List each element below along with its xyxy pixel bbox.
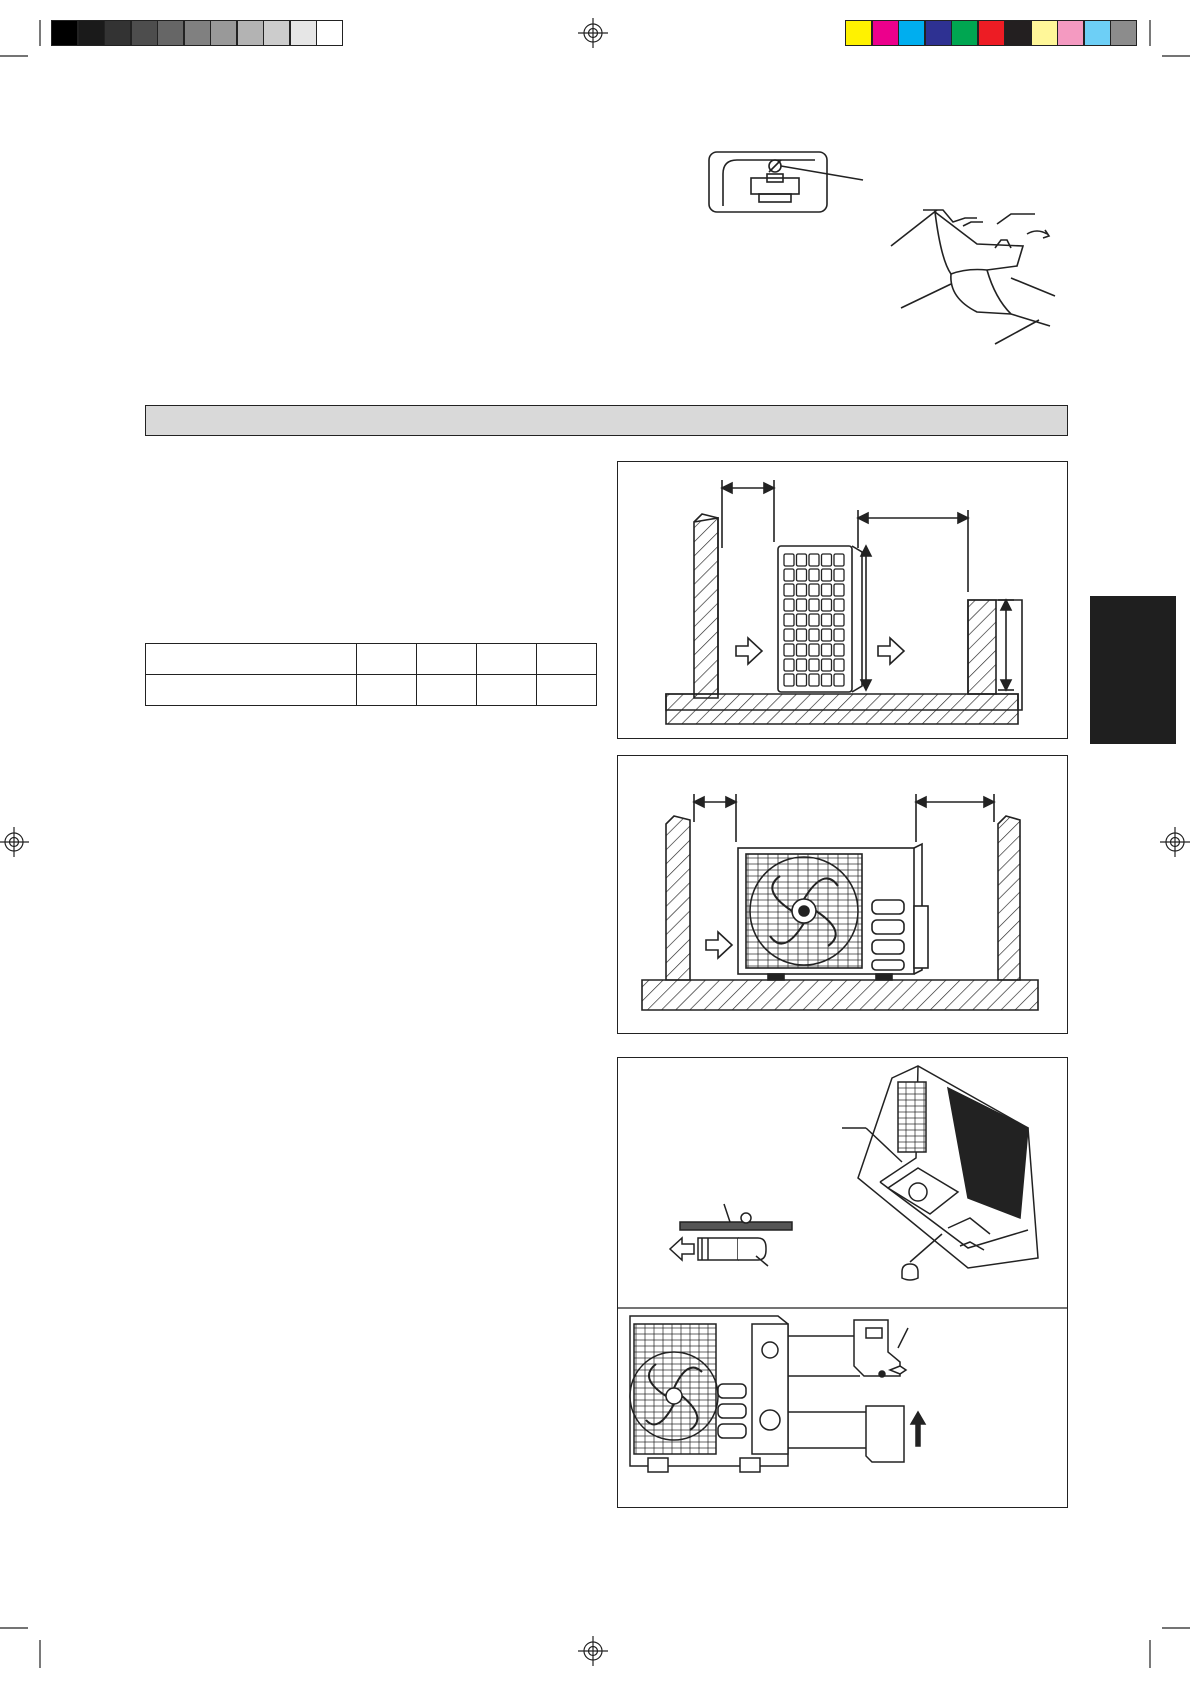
airflow-arrow-icon [706,932,732,958]
drain-direction-arrow-icon [670,1238,694,1260]
drain-and-cover-figure [617,1057,1068,1508]
grille-cell [809,554,819,566]
grille-cell [784,614,794,626]
grille-cell [784,644,794,656]
grille-cell [834,629,844,641]
grille-cell [784,584,794,596]
grille-cell [797,644,807,656]
grille-cell [809,584,819,596]
grille-cell [797,569,807,581]
grille-cell [834,614,844,626]
grille-cell [834,554,844,566]
grille-cell [822,614,832,626]
grille-cell [809,614,819,626]
grille-cell [784,674,794,686]
grille-cell [784,569,794,581]
valve-and-flare-illustration [705,148,1075,358]
grille-cell [822,644,832,656]
table-cell [477,675,537,706]
grille-cell [797,659,807,671]
grille-cell [809,659,819,671]
registration-mark-right [1160,827,1190,857]
grille-cell [809,674,819,686]
outdoor-unit-side-icon [618,462,1067,738]
grille-cell [809,569,819,581]
table-cell [477,644,537,675]
table-cell [417,675,477,706]
table-cell [537,675,597,706]
airflow-arrow-icon [878,638,904,664]
grille-cell [797,554,807,566]
grille-cell [834,674,844,686]
table-cell [357,644,417,675]
grille-cell [797,629,807,641]
grille-cell [784,554,794,566]
grille-cell [809,644,819,656]
table-cell [417,644,477,675]
grille-cell [784,629,794,641]
grille-cell [834,599,844,611]
clearance-spec-table [145,643,597,706]
grille-cell [809,629,819,641]
grille-cell [809,599,819,611]
section-header-bar [145,405,1068,436]
registration-mark-top [578,18,608,48]
grille-cell [822,659,832,671]
clearance-front-view-figure [617,755,1068,1034]
table-cell [357,675,417,706]
lift-direction-arrow-icon [911,1412,925,1446]
table-cell [537,644,597,675]
registration-mark-left [0,827,29,857]
grille-cell [822,599,832,611]
grille-cell [822,569,832,581]
clearance-side-view-figure [617,461,1068,739]
grille-cell [784,599,794,611]
table-cell [146,675,357,706]
grille-cell [822,554,832,566]
registration-mark-bottom [578,1636,608,1666]
outdoor-unit-front-icon [618,756,1067,1033]
grille-cell [822,674,832,686]
table-row [146,644,597,675]
table-cell [146,644,357,675]
grille-cell [797,674,807,686]
grille-cell [834,569,844,581]
grille-cell [834,659,844,671]
grille-cell [797,614,807,626]
table-row [146,675,597,706]
grille-cell [797,584,807,596]
grille-cell [784,659,794,671]
service-cover-icon [630,1316,925,1472]
grille-cell [834,644,844,656]
grille-cell [822,629,832,641]
grille-cell [822,584,832,596]
grille-cell [797,599,807,611]
side-tab [1090,596,1176,744]
drain-plug-icon [618,1058,1067,1507]
airflow-arrow-icon [736,638,762,664]
grille-cell [834,584,844,596]
